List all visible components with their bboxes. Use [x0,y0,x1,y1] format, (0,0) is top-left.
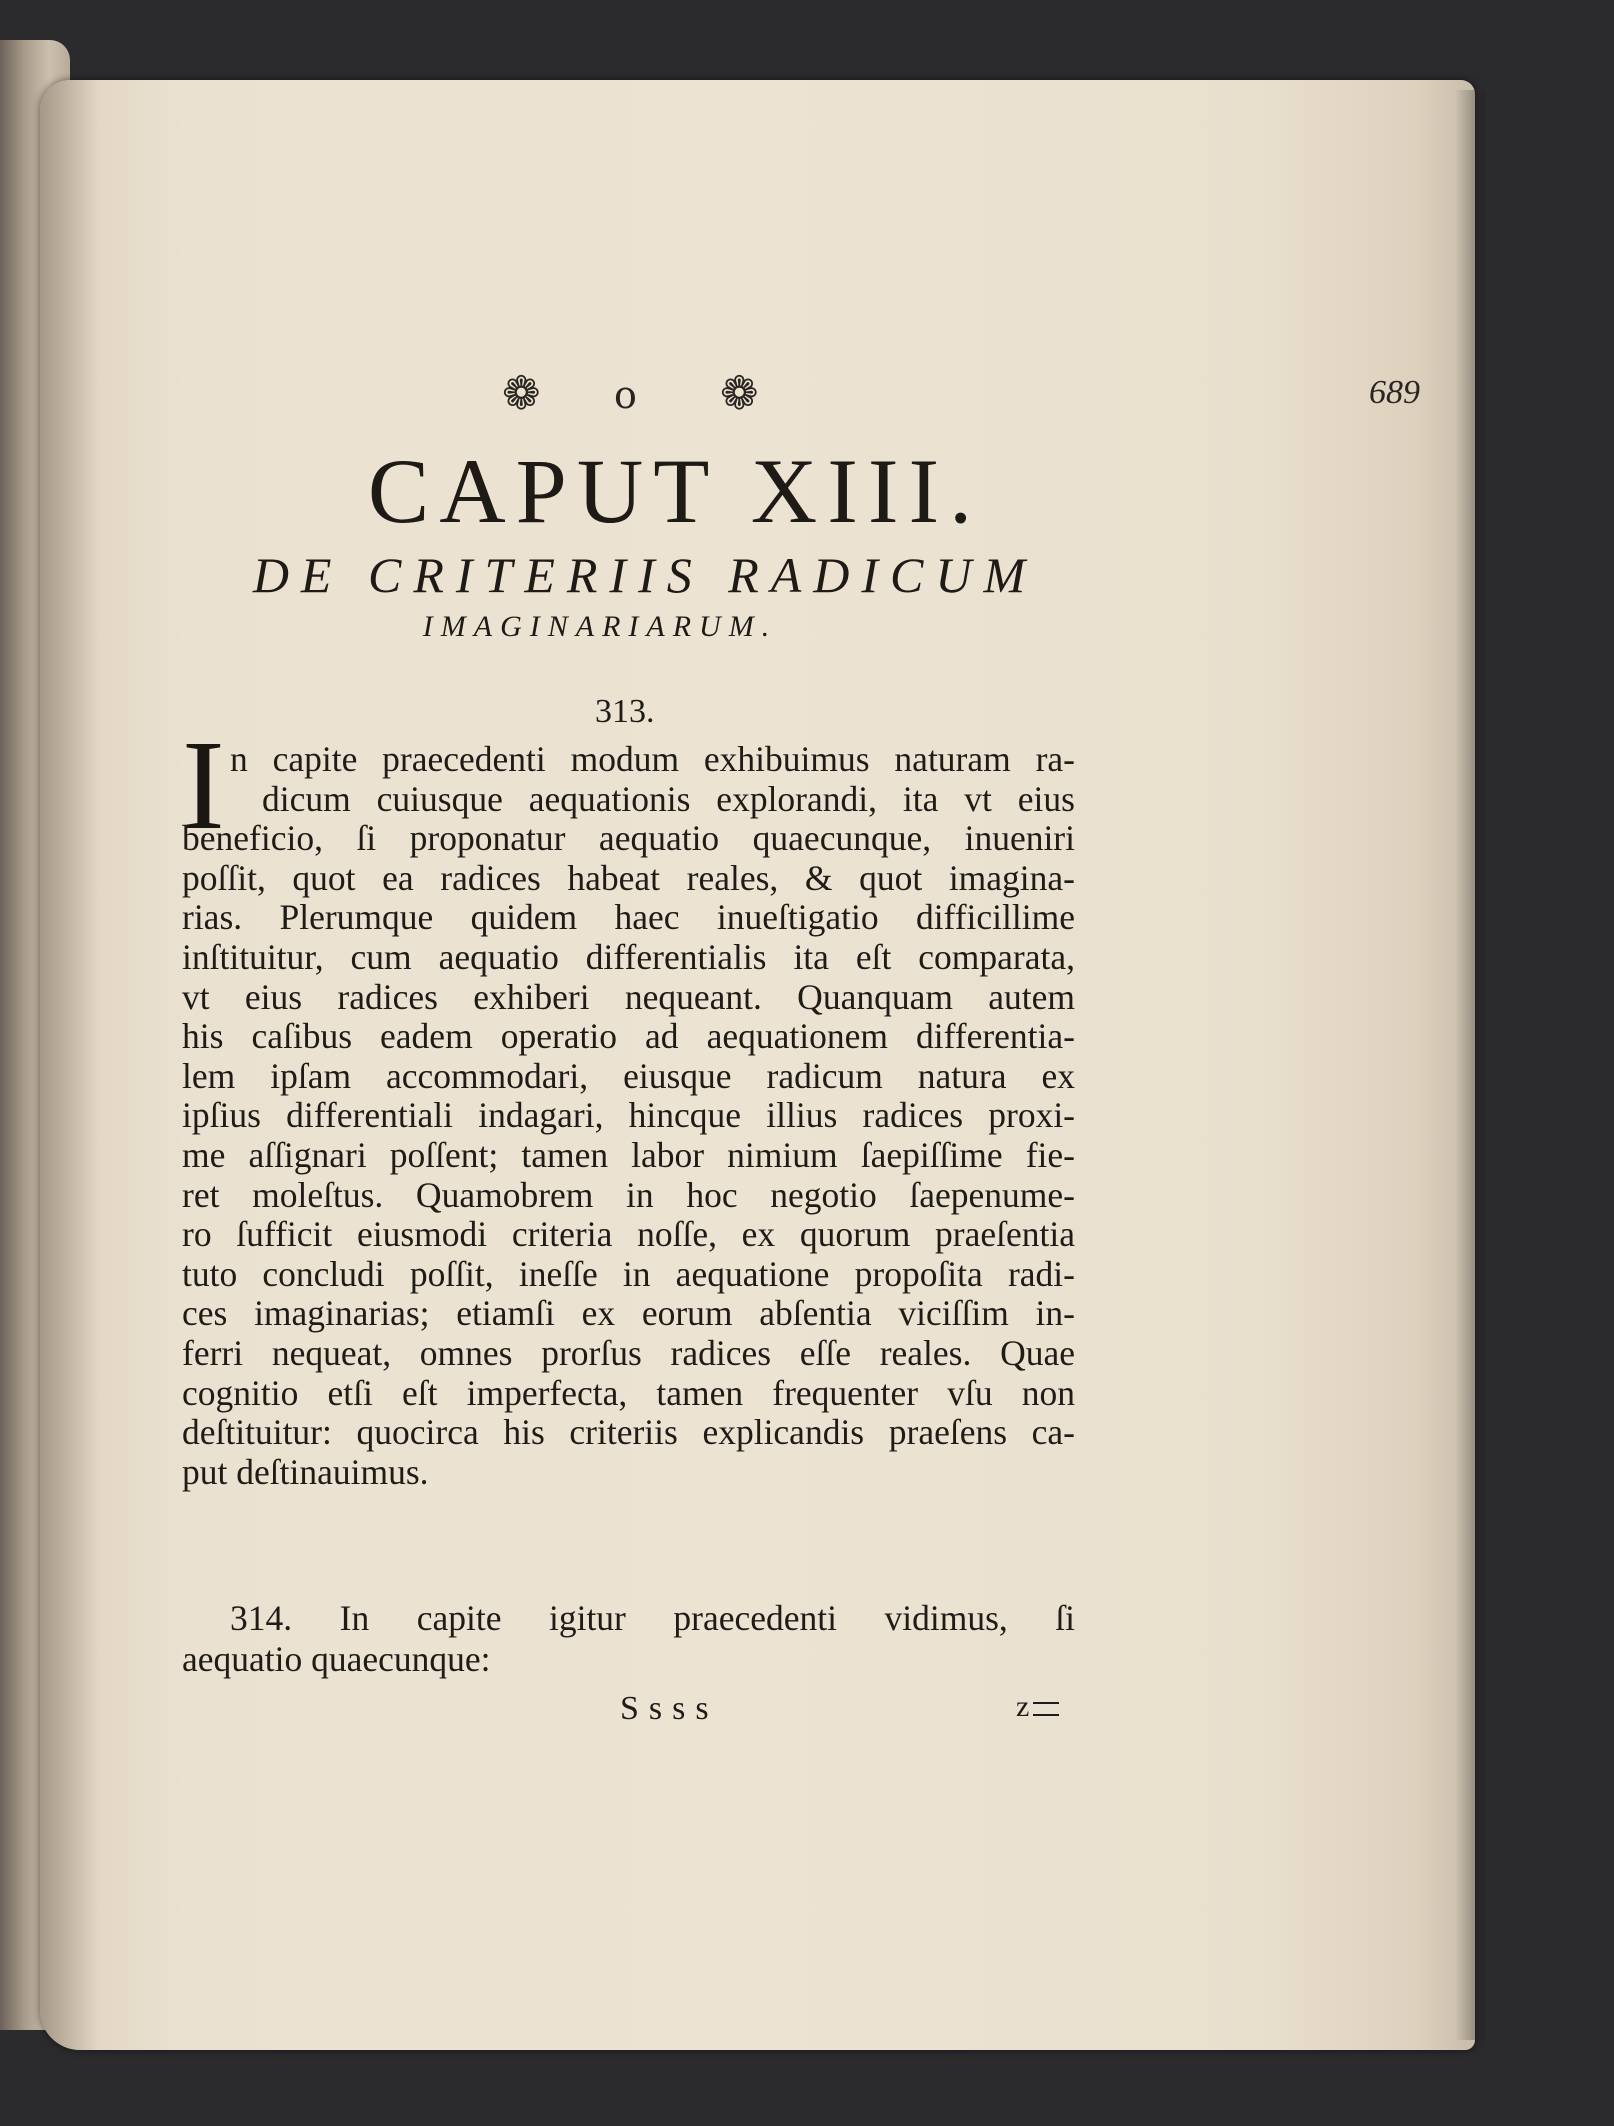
text-line: 314. In capite igitur praecedenti vidimus, ſi [230,1598,1075,1638]
text-line: ret moleſtus. Quamobrem in hoc negotio ſaepenume- [182,1174,1075,1215]
text-line: ces imaginarias; etiamſi ex eorum abſentia viciſſim in- [182,1293,1075,1334]
text-line: put deſtinauimus. [182,1451,429,1492]
chapter-subtitle-continued: IMAGINARIARUM. [422,610,778,643]
equals-sign-icon [1033,1702,1059,1716]
text-line: ferri nequeat, omnes prorſus radices eſſe reales. Quae [182,1332,1075,1373]
flower-ornament-icon: ❁ [502,366,541,420]
text-line: me aſſignari poſſent; tamen labor nimium ſaepiſſime fie- [182,1134,1075,1175]
paragraph-314 [182,1598,1075,1680]
paragraph-313 [182,740,1075,1492]
text-line: his caſibus eadem operatio ad aequationem differentia- [182,1016,1075,1057]
text-line: tuto concludi poſſit, ineſſe in aequatione propoſita radi- [182,1253,1075,1294]
page-header [480,366,1420,430]
signature-mark: Ssss [620,1690,719,1727]
catchword-text: z [1016,1690,1030,1723]
page-number: 689 [1369,374,1420,411]
text-line: lem ipſam accommodari, eiusque radicum natura ex [182,1055,1075,1096]
text-line: n capite praecedenti modum exhibuimus naturam ra- [230,739,1075,779]
text-line: beneficio, ſi proponatur aequatio quaecunque, inueniri [182,818,1075,859]
text-line: rias. Plerumque quidem haec inueſtigatio difficillime [182,897,1075,938]
text-line: vt eius radices exhiberi nequeant. Quanquam autem [182,976,1075,1017]
text-line: cognitio etſi eſt imperfecta, tamen frequenter vſu non [182,1372,1075,1413]
flower-ornament-icon: ❁ [720,366,759,420]
text-line: aequatio quaecunque: [182,1639,491,1679]
text-line: poſſit, quot ea radices habeat reales, & quot imagina- [182,857,1075,898]
chapter-title: CAPUT XIII. [367,440,983,542]
circle-ornament-icon: o [614,373,637,417]
drop-cap-letter: I [182,714,225,856]
catchword [1016,1690,1059,1724]
page-edge-shadow [1455,90,1485,2040]
text-line: inſtituitur, cum aequatio differentialis ita eſt comparata, [182,936,1075,977]
text-line: dicum cuiusque aequationis explorandi, ita vt eius [262,778,1075,819]
text-line: ro ſufficit eiusmodi criteria noſſe, ex quorum praeſentia [182,1214,1075,1255]
chapter-subtitle: DE CRITERIIS RADICUM [252,547,1038,603]
text-line: ipſius differentiali indagari, hincque illius radices proxi- [182,1095,1075,1136]
section-number: 313. [595,693,655,730]
text-line: deſtituitur: quocirca his criteriis explicandis praeſens ca- [182,1412,1075,1453]
